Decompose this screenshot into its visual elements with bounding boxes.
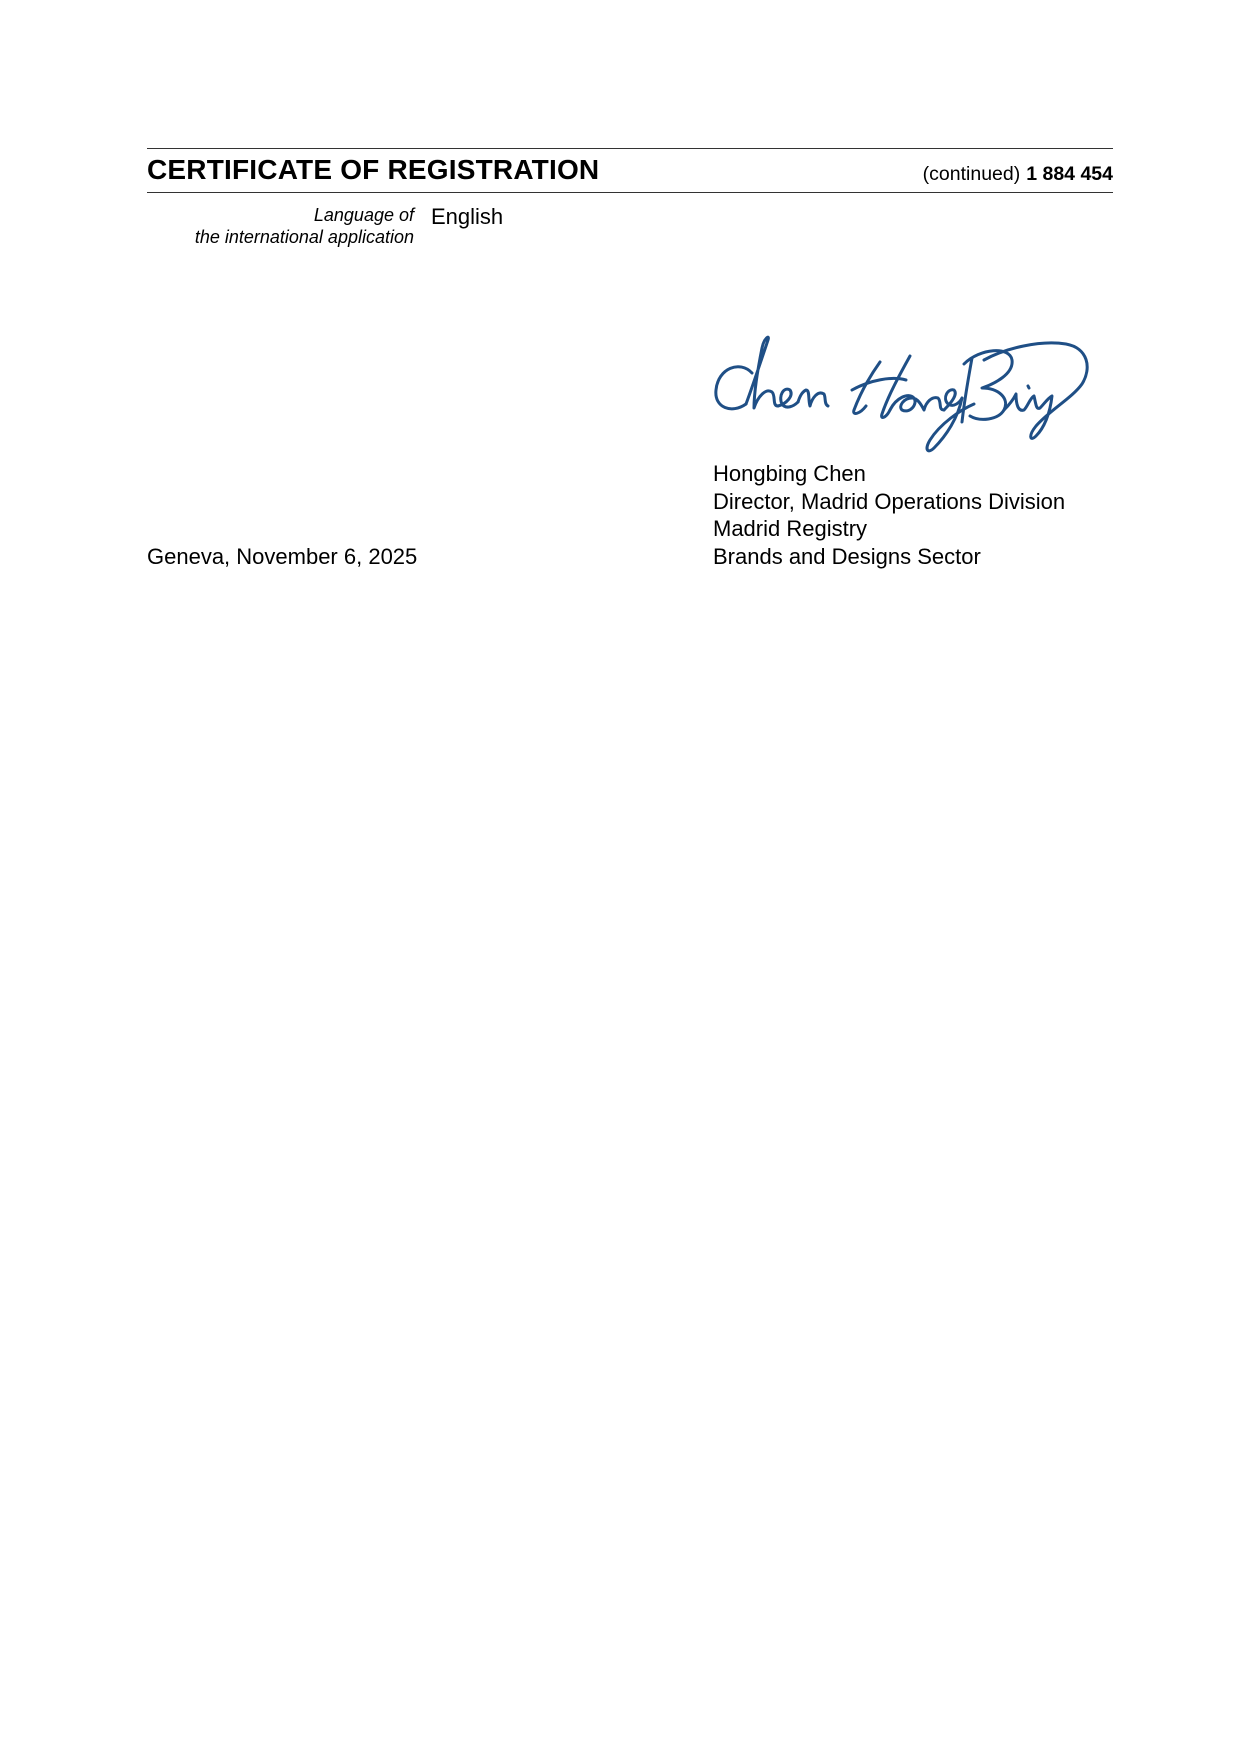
header-top-rule xyxy=(147,148,1113,149)
language-label xyxy=(150,204,414,248)
signatory-title: Director, Madrid Operations Division xyxy=(713,488,1066,514)
signatory-block xyxy=(713,460,1065,570)
continued-label: (continued) xyxy=(922,163,1021,185)
language-value: English xyxy=(431,204,504,229)
handwritten-signature xyxy=(710,318,1094,460)
signatory-name: Hongbing Chen xyxy=(713,461,866,486)
document-title: CERTIFICATE OF REGISTRATION xyxy=(147,154,600,185)
reference-block xyxy=(923,163,1113,186)
language-label-line2: the international application xyxy=(194,227,414,247)
header-bottom-rule xyxy=(147,192,1113,193)
language-label-line1: Language of xyxy=(313,205,414,225)
registration-number: 1 884 454 xyxy=(1026,163,1113,185)
signatory-department: Madrid Registry xyxy=(713,516,868,541)
place-and-date: Geneva, November 6, 2025 xyxy=(147,544,418,569)
signature-strokes xyxy=(716,337,1087,451)
signatory-sector: Brands and Designs Sector xyxy=(713,543,981,569)
